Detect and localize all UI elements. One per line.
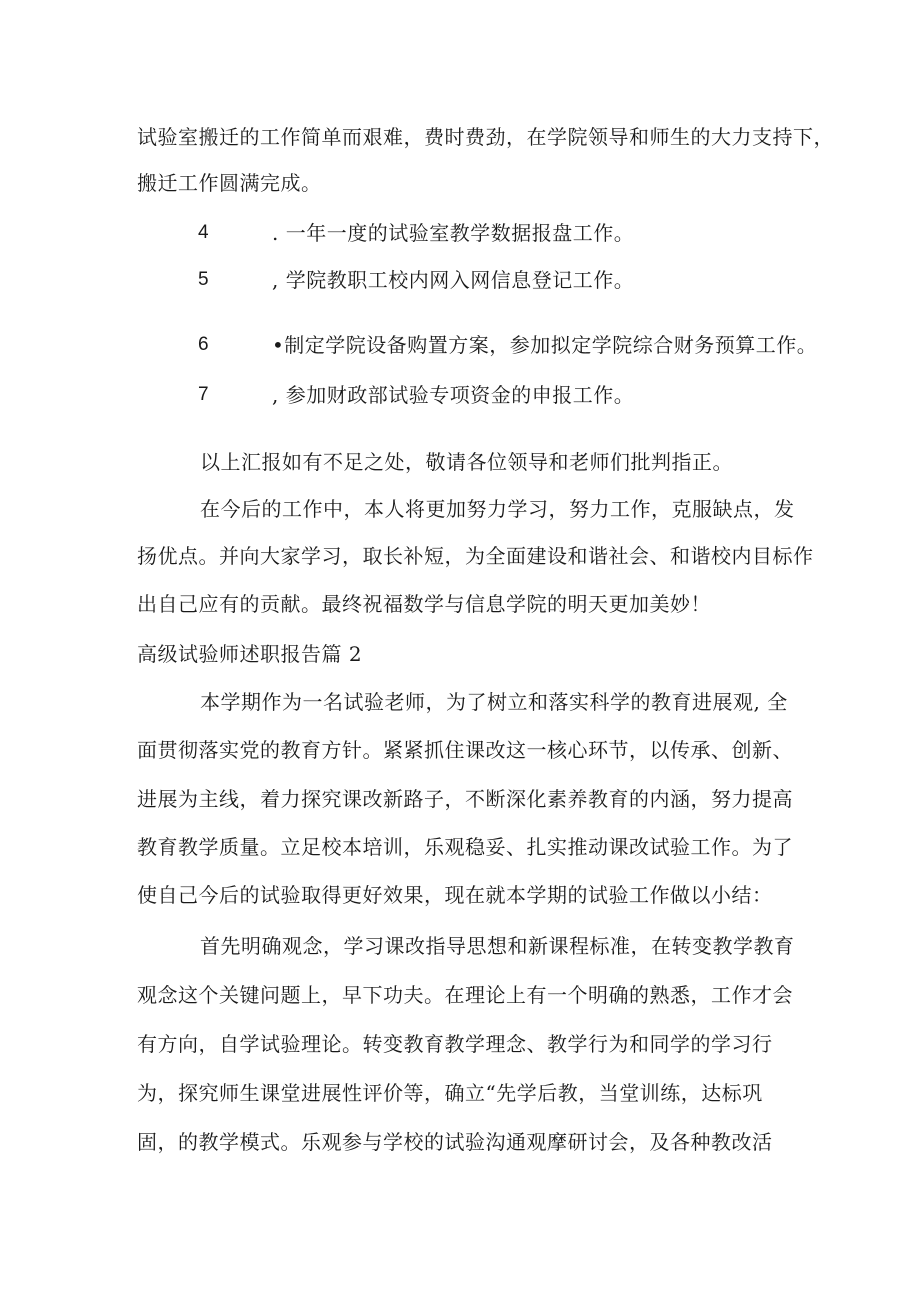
paragraph-line: 扬优点。并向大家学习，取长补短，为全面建设和谐社会、和谐校内目标作 [137, 544, 814, 568]
paragraph-line: 面贯彻落实党的教育方针。紧紧抓住课改这一核心环节，以传承、创新、 [137, 738, 793, 762]
paragraph-line: 出自己应有的贡献。最终祝福数学与信息学院的明天更加美妙！ [137, 592, 711, 616]
paragraph-line: 使自己今后的试验取得更好效果，现在就本学期的试验工作做以小结： [137, 883, 773, 907]
list-item-text: . 一年一度的试验室教学数据报盘工作。 [272, 221, 635, 245]
list-item-text: , 参加财政部试验专项资金的申报工作。 [272, 383, 635, 407]
paragraph-line: 进展为主线，着力探究课改新路子，不断深化素养教育的内涵，努力提高 [137, 787, 793, 811]
paragraph-line: 在今后的工作中，本人将更加努力学习，努力工作，克服缺点，发 [200, 497, 795, 521]
list-item-text: •制定学院设备购置方案，参加拟定学院综合财务预算工作。 [272, 333, 818, 357]
paragraph-line: 本学期作为一名试验老师，为了树立和落实科学的教育进展观, 全 [200, 690, 788, 714]
paragraph-line: 教育教学质量。立足校本培训，乐观稳妥、扎实推动课改试验工作。为了 [137, 835, 793, 859]
paragraph-line: 固，的教学模式。乐观参与学校的试验沟通观摩研讨会，及各种教改活 [137, 1130, 773, 1154]
paragraph-line: 搬迁工作圆满完成。 [137, 171, 322, 195]
list-item-number: 4 [198, 222, 209, 243]
paragraph-line: 试验室搬迁的工作简单而艰难，费时费劲，在学院领导和师生的大力支持下， [137, 125, 834, 149]
list-item-number: 5 [198, 269, 209, 290]
paragraph-line: 观念这个关键问题上，早下功夫。在理论上有一个明确的熟悉，工作才会 [137, 983, 793, 1007]
list-item-number: 7 [198, 384, 209, 405]
paragraph-line: 为，探究师生课堂进展性评价等，确立“先学后教，当堂训练，达标巩 [137, 1081, 763, 1105]
section-title: 高级试验师述职报告篇 2 [137, 642, 363, 666]
list-item-number: 6 [198, 334, 209, 355]
list-item-text: , 学院教职工校内网入网信息登记工作。 [272, 268, 635, 292]
paragraph-line: 以上汇报如有不足之处，敬请各位领导和老师们批判指正。 [200, 450, 733, 474]
paragraph-line: 有方向，自学试验理论。转变教育教学理念、教学行为和同学的学习行 [137, 1032, 773, 1056]
paragraph-line: 首先明确观念，学习课改指导思想和新课程标准，在转变教学教育 [200, 934, 795, 958]
